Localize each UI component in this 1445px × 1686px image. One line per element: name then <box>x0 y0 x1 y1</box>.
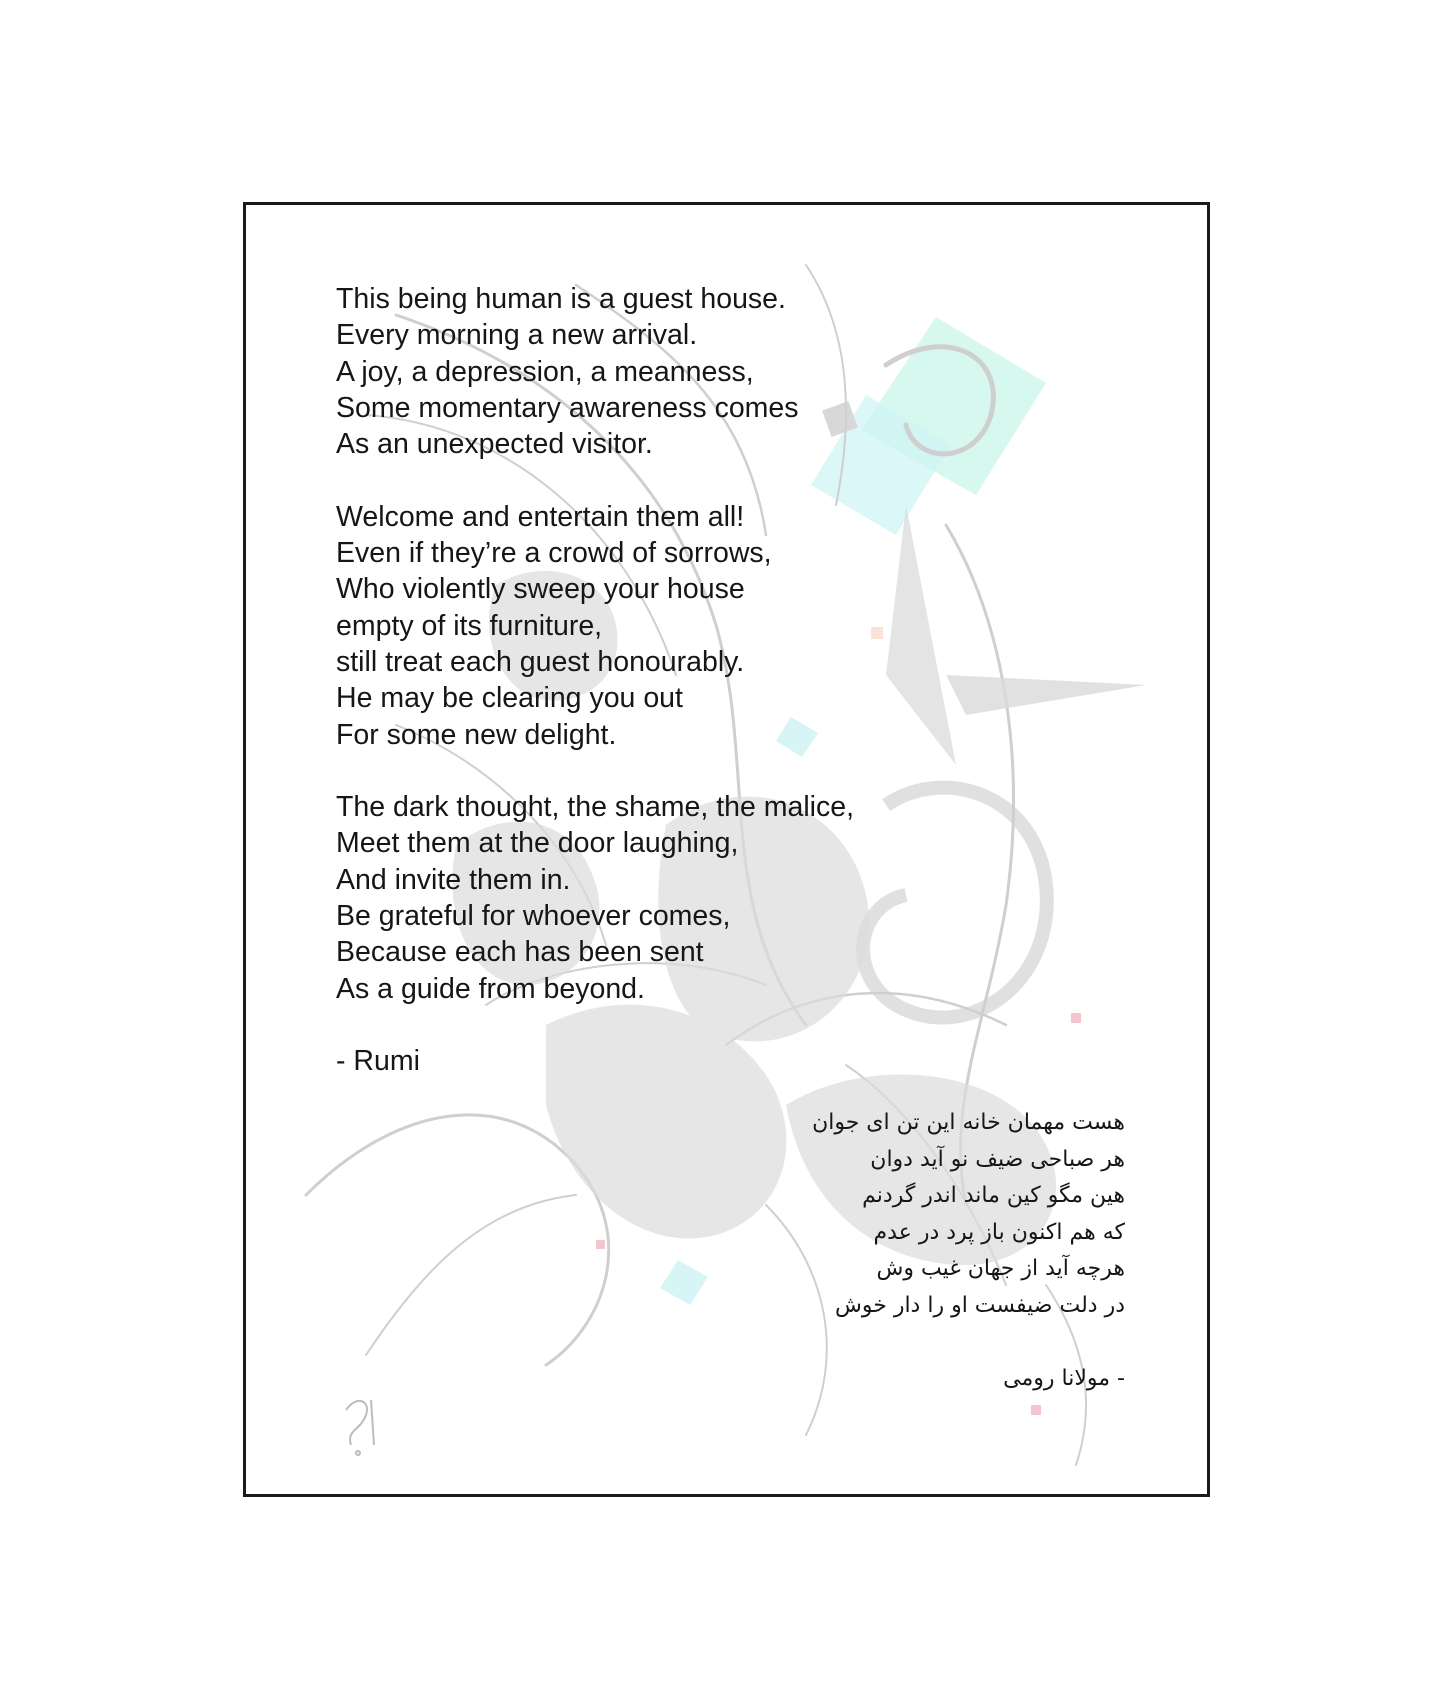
persian-poem-line: هست مهمان خانه این تن ای جوان <box>812 1110 1125 1135</box>
persian-poem-line: هین مگو کین ماند اندر گردنم <box>862 1183 1125 1208</box>
small-pink-square-shape <box>1071 1013 1081 1023</box>
poem-line: A joy, a depression, a meanness, <box>336 355 754 388</box>
poem-line: Welcome and entertain them all! <box>336 500 745 533</box>
poem-line: Be grateful for whoever comes, <box>336 900 731 933</box>
stanza-2 <box>336 499 854 753</box>
small-pink-square-shape <box>596 1240 605 1249</box>
calligraphy-horn-shape <box>886 505 956 765</box>
small-pink-square-shape <box>1031 1405 1041 1415</box>
poem-line: Meet them at the door laughing, <box>336 827 739 860</box>
poem-line: Because each has been sent <box>336 936 704 969</box>
poem-line: still treat each guest honourably. <box>336 645 745 678</box>
calligraphy-stroke-shape <box>366 1195 576 1355</box>
poem-line: As an unexpected visitor. <box>336 428 653 461</box>
english-poem <box>336 281 854 1080</box>
poem-line: Some momentary awareness comes <box>336 391 799 424</box>
stanza-1 <box>336 281 854 462</box>
poem-line: For some new delight. <box>336 718 617 751</box>
persian-poem-line: در دلت ضیفست او را دار خوش <box>835 1292 1125 1318</box>
persian-poem-line: هرچه آید از جهان غیب وش <box>876 1256 1125 1281</box>
poem-line: And invite them in. <box>336 863 571 896</box>
poem-line: Even if they’re a crowd of sorrows, <box>336 537 772 570</box>
poem-line: He may be clearing you out <box>336 682 683 715</box>
stanza-3 <box>336 789 854 1007</box>
persian-attribution: - مولانا رومی <box>1003 1365 1125 1391</box>
artist-signature-mark <box>346 1400 374 1455</box>
persian-poem-line: که هم اکنون باز پرد در عدم <box>873 1219 1125 1245</box>
poem-line: The dark thought, the shame, the malice, <box>336 791 855 824</box>
poem-line: Who violently sweep your house <box>336 573 745 606</box>
small-pink-square-shape <box>871 627 883 639</box>
poem-line: This being human is a guest house. <box>336 283 786 315</box>
english-attribution: - Rumi <box>336 1045 420 1078</box>
persian-poem <box>812 1105 1125 1397</box>
calligraphy-horn-shape <box>946 675 1146 715</box>
calligraphy-stroke-shape <box>306 1115 609 1365</box>
poem-card <box>243 202 1210 1497</box>
poem-line: As a guide from beyond. <box>336 972 645 1005</box>
small-cyan-square-shape <box>660 1260 708 1305</box>
persian-stanza <box>812 1105 1125 1324</box>
persian-poem-line: هر صباحی ضیف نو آید دوان <box>870 1146 1125 1172</box>
poem-line: Every morning a new arrival. <box>336 319 698 352</box>
calligraphy-swirl-shape <box>863 788 1047 1018</box>
poem-line: empty of its furniture, <box>336 609 603 642</box>
